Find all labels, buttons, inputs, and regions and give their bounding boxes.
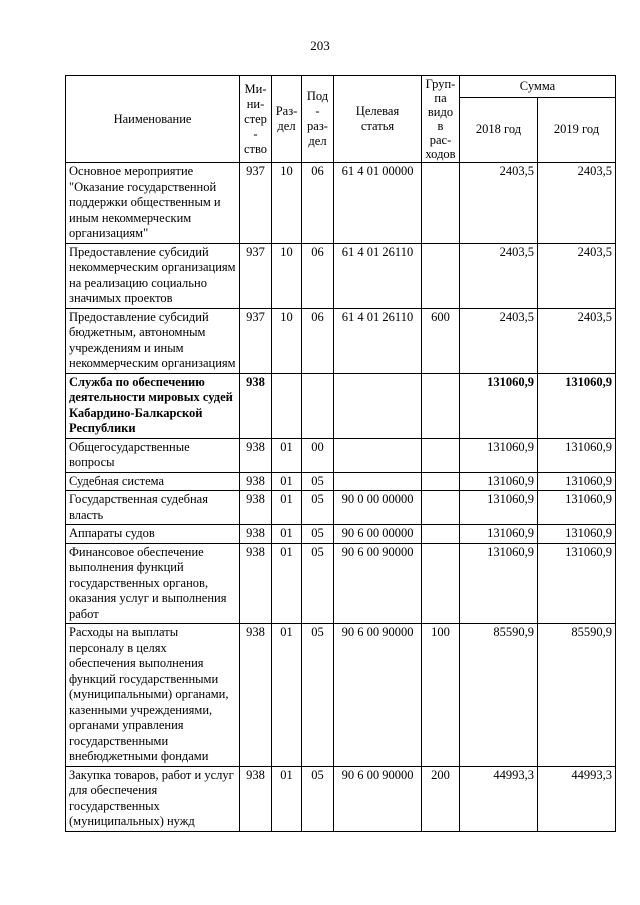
row-ministry: 937 bbox=[240, 243, 272, 308]
row-name: Судебная система bbox=[66, 472, 240, 491]
table-row bbox=[66, 525, 616, 544]
row-target: 90 6 00 00000 bbox=[334, 525, 422, 544]
row-name: Предоставление субсидий некоммерческим организациям на реализацию социально значимых проектов bbox=[66, 243, 240, 308]
row-type-group: 100 bbox=[422, 624, 460, 767]
row-ministry: 937 bbox=[240, 163, 272, 244]
table-row bbox=[66, 766, 616, 831]
row-sum-2019: 2403,5 bbox=[538, 163, 616, 244]
row-subsection: 06 bbox=[302, 308, 334, 373]
row-name: Служба по обеспечению деятельности мировых судей Кабардино-Балкарской Республики bbox=[66, 373, 240, 438]
table-row bbox=[66, 438, 616, 472]
table-row bbox=[66, 624, 616, 767]
row-sum-2019: 2403,5 bbox=[538, 243, 616, 308]
row-sum-2019: 44993,3 bbox=[538, 766, 616, 831]
row-name: Финансовое обеспечение выполнения функций государственных органов, оказания услуг и выполнения работ bbox=[66, 543, 240, 624]
row-subsection: 05 bbox=[302, 491, 334, 525]
page-number: 203 bbox=[310, 38, 330, 53]
row-target: 61 4 01 26110 bbox=[334, 243, 422, 308]
header-section: Раз- дел bbox=[272, 76, 302, 163]
row-target bbox=[334, 373, 422, 438]
table-row bbox=[66, 472, 616, 491]
header-type-group: Груп- па видов рас- ходов bbox=[422, 76, 460, 163]
row-section: 01 bbox=[272, 491, 302, 525]
row-sum-2018: 131060,9 bbox=[460, 491, 538, 525]
row-name: Расходы на выплаты персоналу в целях обеспечения выполнения функций государственными (муниципальными) органами, казенными учреждениями, органами управления государственными внебюджетными фондами bbox=[66, 624, 240, 767]
row-sum-2019: 2403,5 bbox=[538, 308, 616, 373]
row-type-group bbox=[422, 373, 460, 438]
row-section: 01 bbox=[272, 766, 302, 831]
row-type-group bbox=[422, 543, 460, 624]
row-ministry: 938 bbox=[240, 438, 272, 472]
header-subsection: Под- раз- дел bbox=[302, 76, 334, 163]
row-subsection: 05 bbox=[302, 766, 334, 831]
row-name: Основное мероприятие "Оказание государственной поддержки общественным и иным некоммерческим организациям" bbox=[66, 163, 240, 244]
table-row bbox=[66, 491, 616, 525]
table-row bbox=[66, 243, 616, 308]
row-target: 61 4 01 00000 bbox=[334, 163, 422, 244]
row-target: 90 6 00 90000 bbox=[334, 624, 422, 767]
row-sum-2018: 131060,9 bbox=[460, 543, 538, 624]
row-subsection: 00 bbox=[302, 438, 334, 472]
row-ministry: 938 bbox=[240, 491, 272, 525]
table-row bbox=[66, 308, 616, 373]
row-name: Государственная судебная власть bbox=[66, 491, 240, 525]
table-row bbox=[66, 373, 616, 438]
row-type-group: 600 bbox=[422, 308, 460, 373]
row-ministry: 937 bbox=[240, 308, 272, 373]
row-sum-2018: 131060,9 bbox=[460, 438, 538, 472]
budget-table bbox=[65, 75, 616, 832]
row-subsection: 05 bbox=[302, 624, 334, 767]
row-sum-2018: 2403,5 bbox=[460, 243, 538, 308]
row-section bbox=[272, 373, 302, 438]
row-subsection: 05 bbox=[302, 525, 334, 544]
row-sum-2019: 131060,9 bbox=[538, 543, 616, 624]
row-type-group bbox=[422, 525, 460, 544]
header-ministry: Ми- ни- стер- ство bbox=[240, 76, 272, 163]
row-sum-2019: 131060,9 bbox=[538, 373, 616, 438]
row-subsection bbox=[302, 373, 334, 438]
row-ministry: 938 bbox=[240, 373, 272, 438]
row-ministry: 938 bbox=[240, 525, 272, 544]
row-name: Закупка товаров, работ и услуг для обеспечения государственных (муниципальных) нужд bbox=[66, 766, 240, 831]
row-name: Предоставление субсидий бюджетным, автономным учреждениям и иным некоммерческим организациям bbox=[66, 308, 240, 373]
row-sum-2019: 131060,9 bbox=[538, 491, 616, 525]
header-year-2018: 2018 год bbox=[460, 97, 538, 162]
row-type-group bbox=[422, 163, 460, 244]
row-section: 01 bbox=[272, 624, 302, 767]
row-sum-2018: 131060,9 bbox=[460, 472, 538, 491]
row-sum-2019: 85590,9 bbox=[538, 624, 616, 767]
row-section: 10 bbox=[272, 308, 302, 373]
row-type-group bbox=[422, 243, 460, 308]
row-name: Общегосударственные вопросы bbox=[66, 438, 240, 472]
table-row bbox=[66, 543, 616, 624]
row-sum-2018: 131060,9 bbox=[460, 525, 538, 544]
row-target: 90 6 00 90000 bbox=[334, 766, 422, 831]
row-subsection: 06 bbox=[302, 243, 334, 308]
row-sum-2018: 131060,9 bbox=[460, 373, 538, 438]
header-name: Наименование bbox=[66, 76, 240, 163]
row-ministry: 938 bbox=[240, 472, 272, 491]
row-sum-2018: 2403,5 bbox=[460, 308, 538, 373]
row-sum-2019: 131060,9 bbox=[538, 438, 616, 472]
row-subsection: 05 bbox=[302, 472, 334, 491]
row-subsection: 06 bbox=[302, 163, 334, 244]
row-sum-2018: 2403,5 bbox=[460, 163, 538, 244]
row-type-group bbox=[422, 472, 460, 491]
row-section: 01 bbox=[272, 438, 302, 472]
row-ministry: 938 bbox=[240, 766, 272, 831]
row-sum-2019: 131060,9 bbox=[538, 472, 616, 491]
row-type-group bbox=[422, 491, 460, 525]
row-target bbox=[334, 438, 422, 472]
row-target: 90 0 00 00000 bbox=[334, 491, 422, 525]
row-sum-2018: 44993,3 bbox=[460, 766, 538, 831]
row-ministry: 938 bbox=[240, 543, 272, 624]
row-target: 61 4 01 26110 bbox=[334, 308, 422, 373]
row-subsection: 05 bbox=[302, 543, 334, 624]
row-type-group bbox=[422, 438, 460, 472]
row-sum-2018: 85590,9 bbox=[460, 624, 538, 767]
table-row bbox=[66, 163, 616, 244]
row-section: 01 bbox=[272, 472, 302, 491]
row-type-group: 200 bbox=[422, 766, 460, 831]
row-section: 10 bbox=[272, 163, 302, 244]
row-target: 90 6 00 90000 bbox=[334, 543, 422, 624]
header-sum: Сумма bbox=[460, 76, 616, 98]
row-target bbox=[334, 472, 422, 491]
header-year-2019: 2019 год bbox=[538, 97, 616, 162]
row-section: 10 bbox=[272, 243, 302, 308]
row-ministry: 938 bbox=[240, 624, 272, 767]
row-name: Аппараты судов bbox=[66, 525, 240, 544]
row-section: 01 bbox=[272, 543, 302, 624]
header-target: Целевая статья bbox=[334, 76, 422, 163]
row-section: 01 bbox=[272, 525, 302, 544]
row-sum-2019: 131060,9 bbox=[538, 525, 616, 544]
